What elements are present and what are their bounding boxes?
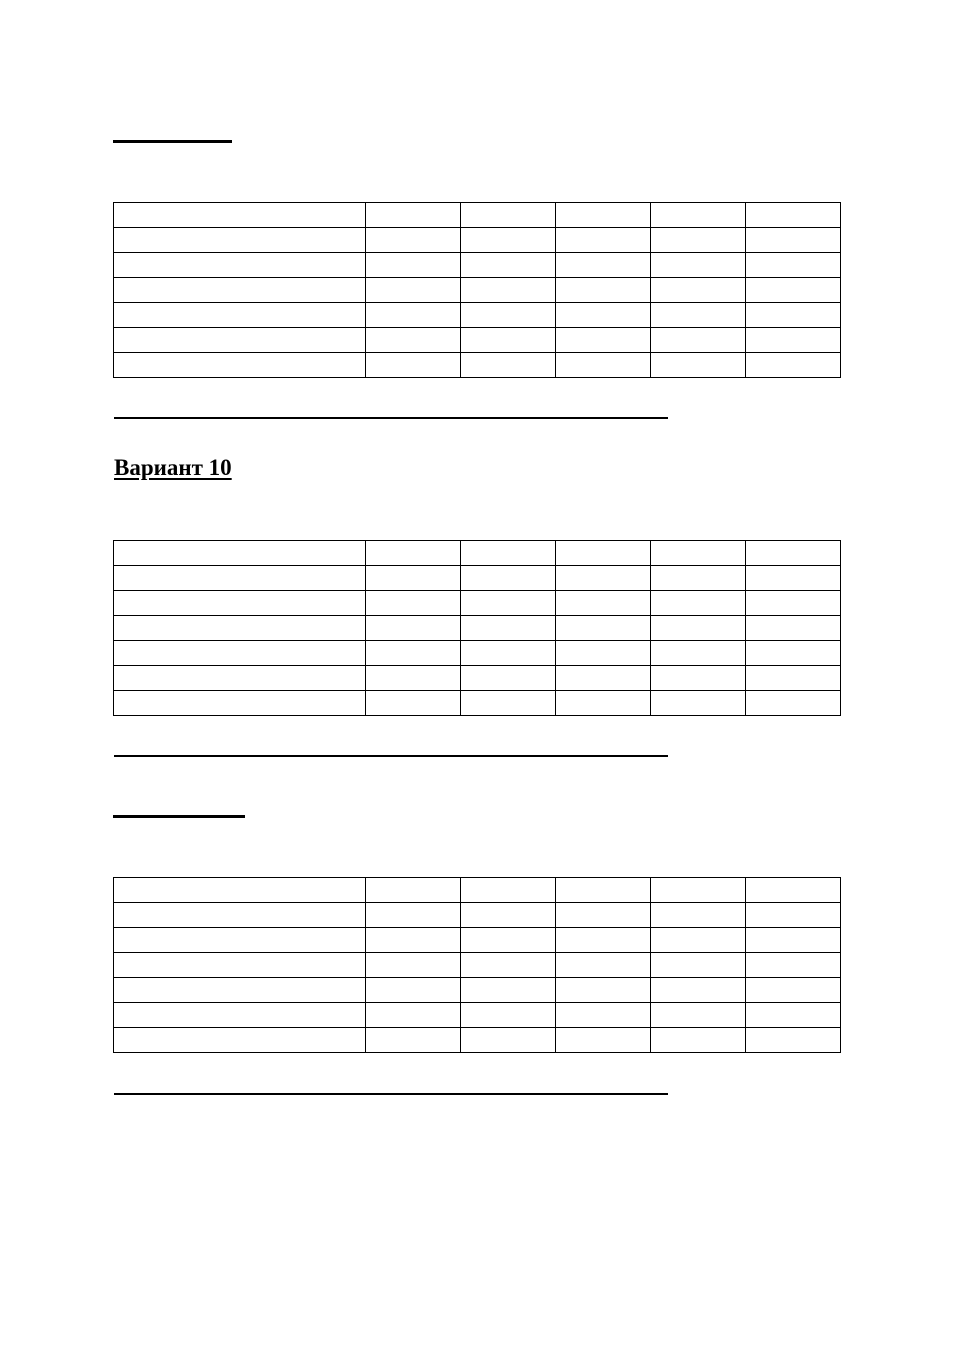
table-cell xyxy=(366,1003,461,1028)
table-cell xyxy=(651,878,746,903)
table-cell xyxy=(651,978,746,1003)
table-cell xyxy=(114,328,366,353)
table-cell xyxy=(556,666,651,691)
table-cell xyxy=(366,928,461,953)
table-cell xyxy=(366,591,461,616)
table-row xyxy=(114,203,841,228)
section-1-table xyxy=(113,202,841,378)
table-row xyxy=(114,591,841,616)
table-cell xyxy=(461,666,556,691)
table-cell xyxy=(556,328,651,353)
table-cell xyxy=(366,903,461,928)
table-cell xyxy=(366,303,461,328)
table-cell xyxy=(556,591,651,616)
table-row xyxy=(114,353,841,378)
table-cell xyxy=(556,878,651,903)
table-cell xyxy=(114,878,366,903)
table-cell xyxy=(461,978,556,1003)
table-cell xyxy=(366,1028,461,1053)
table-cell xyxy=(556,1003,651,1028)
table-cell xyxy=(651,1028,746,1053)
table-cell xyxy=(651,691,746,716)
section-2-table-body xyxy=(114,541,841,716)
table-cell xyxy=(461,591,556,616)
table-cell xyxy=(556,953,651,978)
table-row xyxy=(114,878,841,903)
table-cell xyxy=(651,928,746,953)
table-cell xyxy=(651,903,746,928)
table-cell xyxy=(556,253,651,278)
table-cell xyxy=(651,541,746,566)
table-cell xyxy=(651,253,746,278)
table-cell xyxy=(366,353,461,378)
section-2-bottom-rule xyxy=(114,755,668,757)
table-cell xyxy=(746,278,841,303)
table-cell xyxy=(366,566,461,591)
table-cell xyxy=(746,878,841,903)
section-1-table-body xyxy=(114,203,841,378)
table-row xyxy=(114,641,841,666)
section-2-table xyxy=(113,540,841,716)
table-cell xyxy=(461,278,556,303)
table-cell xyxy=(556,303,651,328)
table-cell xyxy=(556,1028,651,1053)
table-cell xyxy=(746,641,841,666)
table-cell xyxy=(461,566,556,591)
table-cell xyxy=(114,953,366,978)
table-cell xyxy=(366,278,461,303)
table-cell xyxy=(746,978,841,1003)
table-cell xyxy=(461,228,556,253)
section-1-bottom-rule xyxy=(114,417,668,419)
table-cell xyxy=(366,541,461,566)
table-cell xyxy=(746,616,841,641)
table-cell xyxy=(366,666,461,691)
table-cell xyxy=(746,228,841,253)
section-3-table xyxy=(113,877,841,1053)
table-cell xyxy=(556,978,651,1003)
table-cell xyxy=(746,666,841,691)
table-cell xyxy=(746,303,841,328)
table-cell xyxy=(114,541,366,566)
table-cell xyxy=(746,928,841,953)
table-cell xyxy=(366,953,461,978)
table-cell xyxy=(114,591,366,616)
table-cell xyxy=(651,666,746,691)
table-cell xyxy=(366,978,461,1003)
table-cell xyxy=(651,616,746,641)
table-cell xyxy=(461,903,556,928)
table-row xyxy=(114,278,841,303)
section-2-heading: Вариант 10 xyxy=(114,455,232,480)
table-cell xyxy=(366,228,461,253)
table-cell xyxy=(461,1003,556,1028)
table-cell xyxy=(366,878,461,903)
table-row xyxy=(114,228,841,253)
table-cell xyxy=(651,303,746,328)
table-cell xyxy=(461,878,556,903)
section-3-bottom-rule xyxy=(114,1093,668,1095)
table-cell xyxy=(556,903,651,928)
table-cell xyxy=(114,1028,366,1053)
table-cell xyxy=(746,203,841,228)
table-cell xyxy=(746,253,841,278)
table-cell xyxy=(114,278,366,303)
table-cell xyxy=(651,228,746,253)
table-cell xyxy=(114,1003,366,1028)
table-cell xyxy=(114,903,366,928)
table-cell xyxy=(556,616,651,641)
table-cell xyxy=(651,1003,746,1028)
table-cell xyxy=(461,1028,556,1053)
table-cell xyxy=(114,566,366,591)
table-cell xyxy=(114,253,366,278)
table-cell xyxy=(114,978,366,1003)
table-cell xyxy=(746,591,841,616)
table-cell xyxy=(461,303,556,328)
table-cell xyxy=(366,328,461,353)
table-cell xyxy=(556,566,651,591)
table-cell xyxy=(114,928,366,953)
table-cell xyxy=(461,641,556,666)
table-row xyxy=(114,1028,841,1053)
table-row xyxy=(114,953,841,978)
table-cell xyxy=(461,616,556,641)
table-cell xyxy=(366,641,461,666)
table-cell xyxy=(114,616,366,641)
table-row xyxy=(114,328,841,353)
table-cell xyxy=(461,253,556,278)
table-row xyxy=(114,903,841,928)
table-row xyxy=(114,666,841,691)
table-cell xyxy=(461,203,556,228)
section-3-table-body xyxy=(114,878,841,1053)
table-cell xyxy=(556,203,651,228)
table-cell xyxy=(461,328,556,353)
table-row xyxy=(114,303,841,328)
table-cell xyxy=(556,691,651,716)
table-cell xyxy=(114,228,366,253)
table-cell xyxy=(461,928,556,953)
table-cell xyxy=(556,928,651,953)
table-cell xyxy=(114,641,366,666)
table-cell xyxy=(114,666,366,691)
table-cell xyxy=(746,1028,841,1053)
table-cell xyxy=(651,353,746,378)
table-cell xyxy=(366,616,461,641)
table-cell xyxy=(556,353,651,378)
table-cell xyxy=(114,303,366,328)
table-cell xyxy=(746,328,841,353)
table-cell xyxy=(651,566,746,591)
table-row xyxy=(114,616,841,641)
table-cell xyxy=(461,691,556,716)
table-cell xyxy=(651,591,746,616)
table-cell xyxy=(556,228,651,253)
table-cell xyxy=(746,1003,841,1028)
table-cell xyxy=(366,203,461,228)
table-row xyxy=(114,253,841,278)
table-cell xyxy=(461,953,556,978)
table-cell xyxy=(461,353,556,378)
table-cell xyxy=(366,691,461,716)
table-row xyxy=(114,978,841,1003)
table-cell xyxy=(114,691,366,716)
table-cell xyxy=(651,278,746,303)
section-1-heading-underline xyxy=(113,140,232,143)
table-row xyxy=(114,691,841,716)
table-row xyxy=(114,1003,841,1028)
table-cell xyxy=(651,203,746,228)
table-row xyxy=(114,928,841,953)
table-cell xyxy=(746,953,841,978)
table-row xyxy=(114,541,841,566)
table-cell xyxy=(556,641,651,666)
table-cell xyxy=(746,353,841,378)
table-cell xyxy=(746,541,841,566)
table-cell xyxy=(556,278,651,303)
table-cell xyxy=(651,953,746,978)
table-cell xyxy=(114,203,366,228)
table-cell xyxy=(651,641,746,666)
table-cell xyxy=(366,253,461,278)
section-3-heading-underline xyxy=(113,815,245,818)
table-cell xyxy=(461,541,556,566)
table-cell xyxy=(556,541,651,566)
table-cell xyxy=(114,353,366,378)
table-cell xyxy=(746,903,841,928)
table-row xyxy=(114,566,841,591)
table-cell xyxy=(746,691,841,716)
table-cell xyxy=(746,566,841,591)
table-cell xyxy=(651,328,746,353)
